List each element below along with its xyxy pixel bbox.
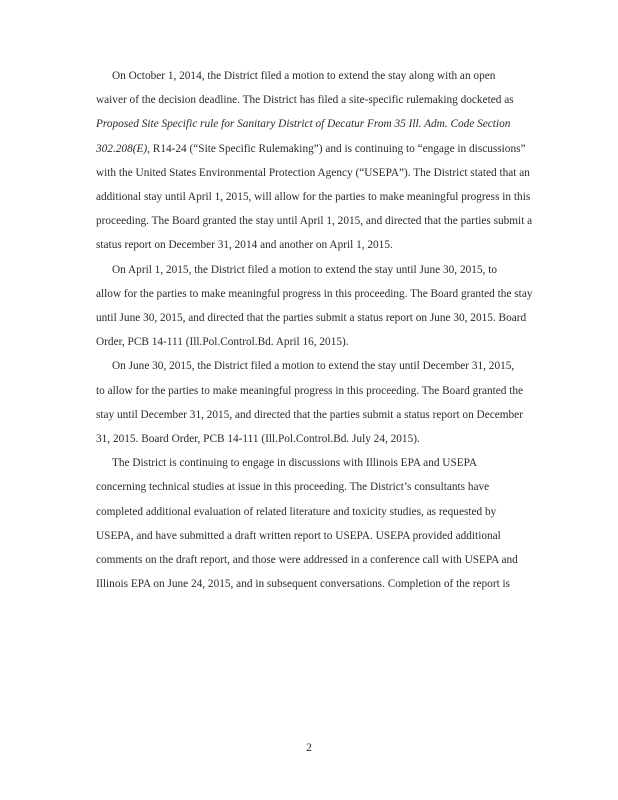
page-number: 2 [306,742,312,754]
paragraph-discussions [96,451,546,596]
text-line: On April 1, 2015, the District filed a motion to extend the stay until June 30, 2015, to [112,263,497,276]
rulemaking-citation: Proposed Site Specific rule for Sanitary District of Decatur From 35 Ill. Adm. Code Section [96,118,511,131]
document-body [96,64,546,596]
text-line: USEPA, and have submitted a draft written report to USEPA. USEPA provided additional [96,529,501,542]
paragraph-june-2015 [96,354,546,451]
text-line: Illinois EPA on June 24, 2015, and in subsequent conversations. Completion of the report is [96,578,511,591]
text-line: stay until December 31, 2015, and directed that the parties submit a status report on December [96,408,523,421]
text-line: proceeding. The Board granted the stay until April 1, 2015, and directed that the parties submit a [96,215,533,228]
text-line: The District is continuing to engage in discussions with Illinois EPA and USEPA [112,457,478,470]
text-line: to allow for the parties to make meaningful progress in this proceeding. The Board granted the [96,384,524,397]
text-line: status report on December 31, 2014 and another on April 1, 2015. [96,239,393,252]
paragraph-april-2015 [96,258,546,355]
text-line: completed additional evaluation of related literature and toxicity studies, as requested by [96,505,497,518]
text-line: allow for the parties to make meaningful progress in this proceeding. The Board granted the stay [96,287,533,300]
text-line: until June 30, 2015, and directed that the parties submit a status report on June 30, 2015. Board [96,312,527,325]
text-line: 31, 2015. Board Order, PCB 14-111 (Ill.Pol.Control.Bd. July 24, 2015). [96,433,420,446]
text-line: comments on the draft report, and those were addressed in a conference call with USEPA and [96,554,518,567]
paragraph-october-2014 [96,64,546,258]
text-line: Order, PCB 14-111 (Ill.Pol.Control.Bd. April 16, 2015). [96,336,349,349]
text-line: On October 1, 2014, the District filed a motion to extend the stay along with an open [112,70,496,82]
text-line: R14-24 (“Site Specific Rulemaking”) and is continuing to “engage in discussions” [149,142,526,155]
text-line: additional stay until April 1, 2015, will allow for the parties to make meaningful progress in this [96,191,531,204]
text-line: concerning technical studies at issue in this proceeding. The District’s consultants have [96,481,490,494]
text-line: with the United States Environmental Protection Agency (“USEPA”). The District stated that an [96,166,530,179]
text-line: waiver of the decision deadline. The District has filed a site-specific rulemaking docketed as [96,94,514,107]
rulemaking-citation-section: 302.208(E), [96,142,150,155]
text-line: On June 30, 2015, the District filed a motion to extend the stay until December 31, 2015, [112,360,515,373]
